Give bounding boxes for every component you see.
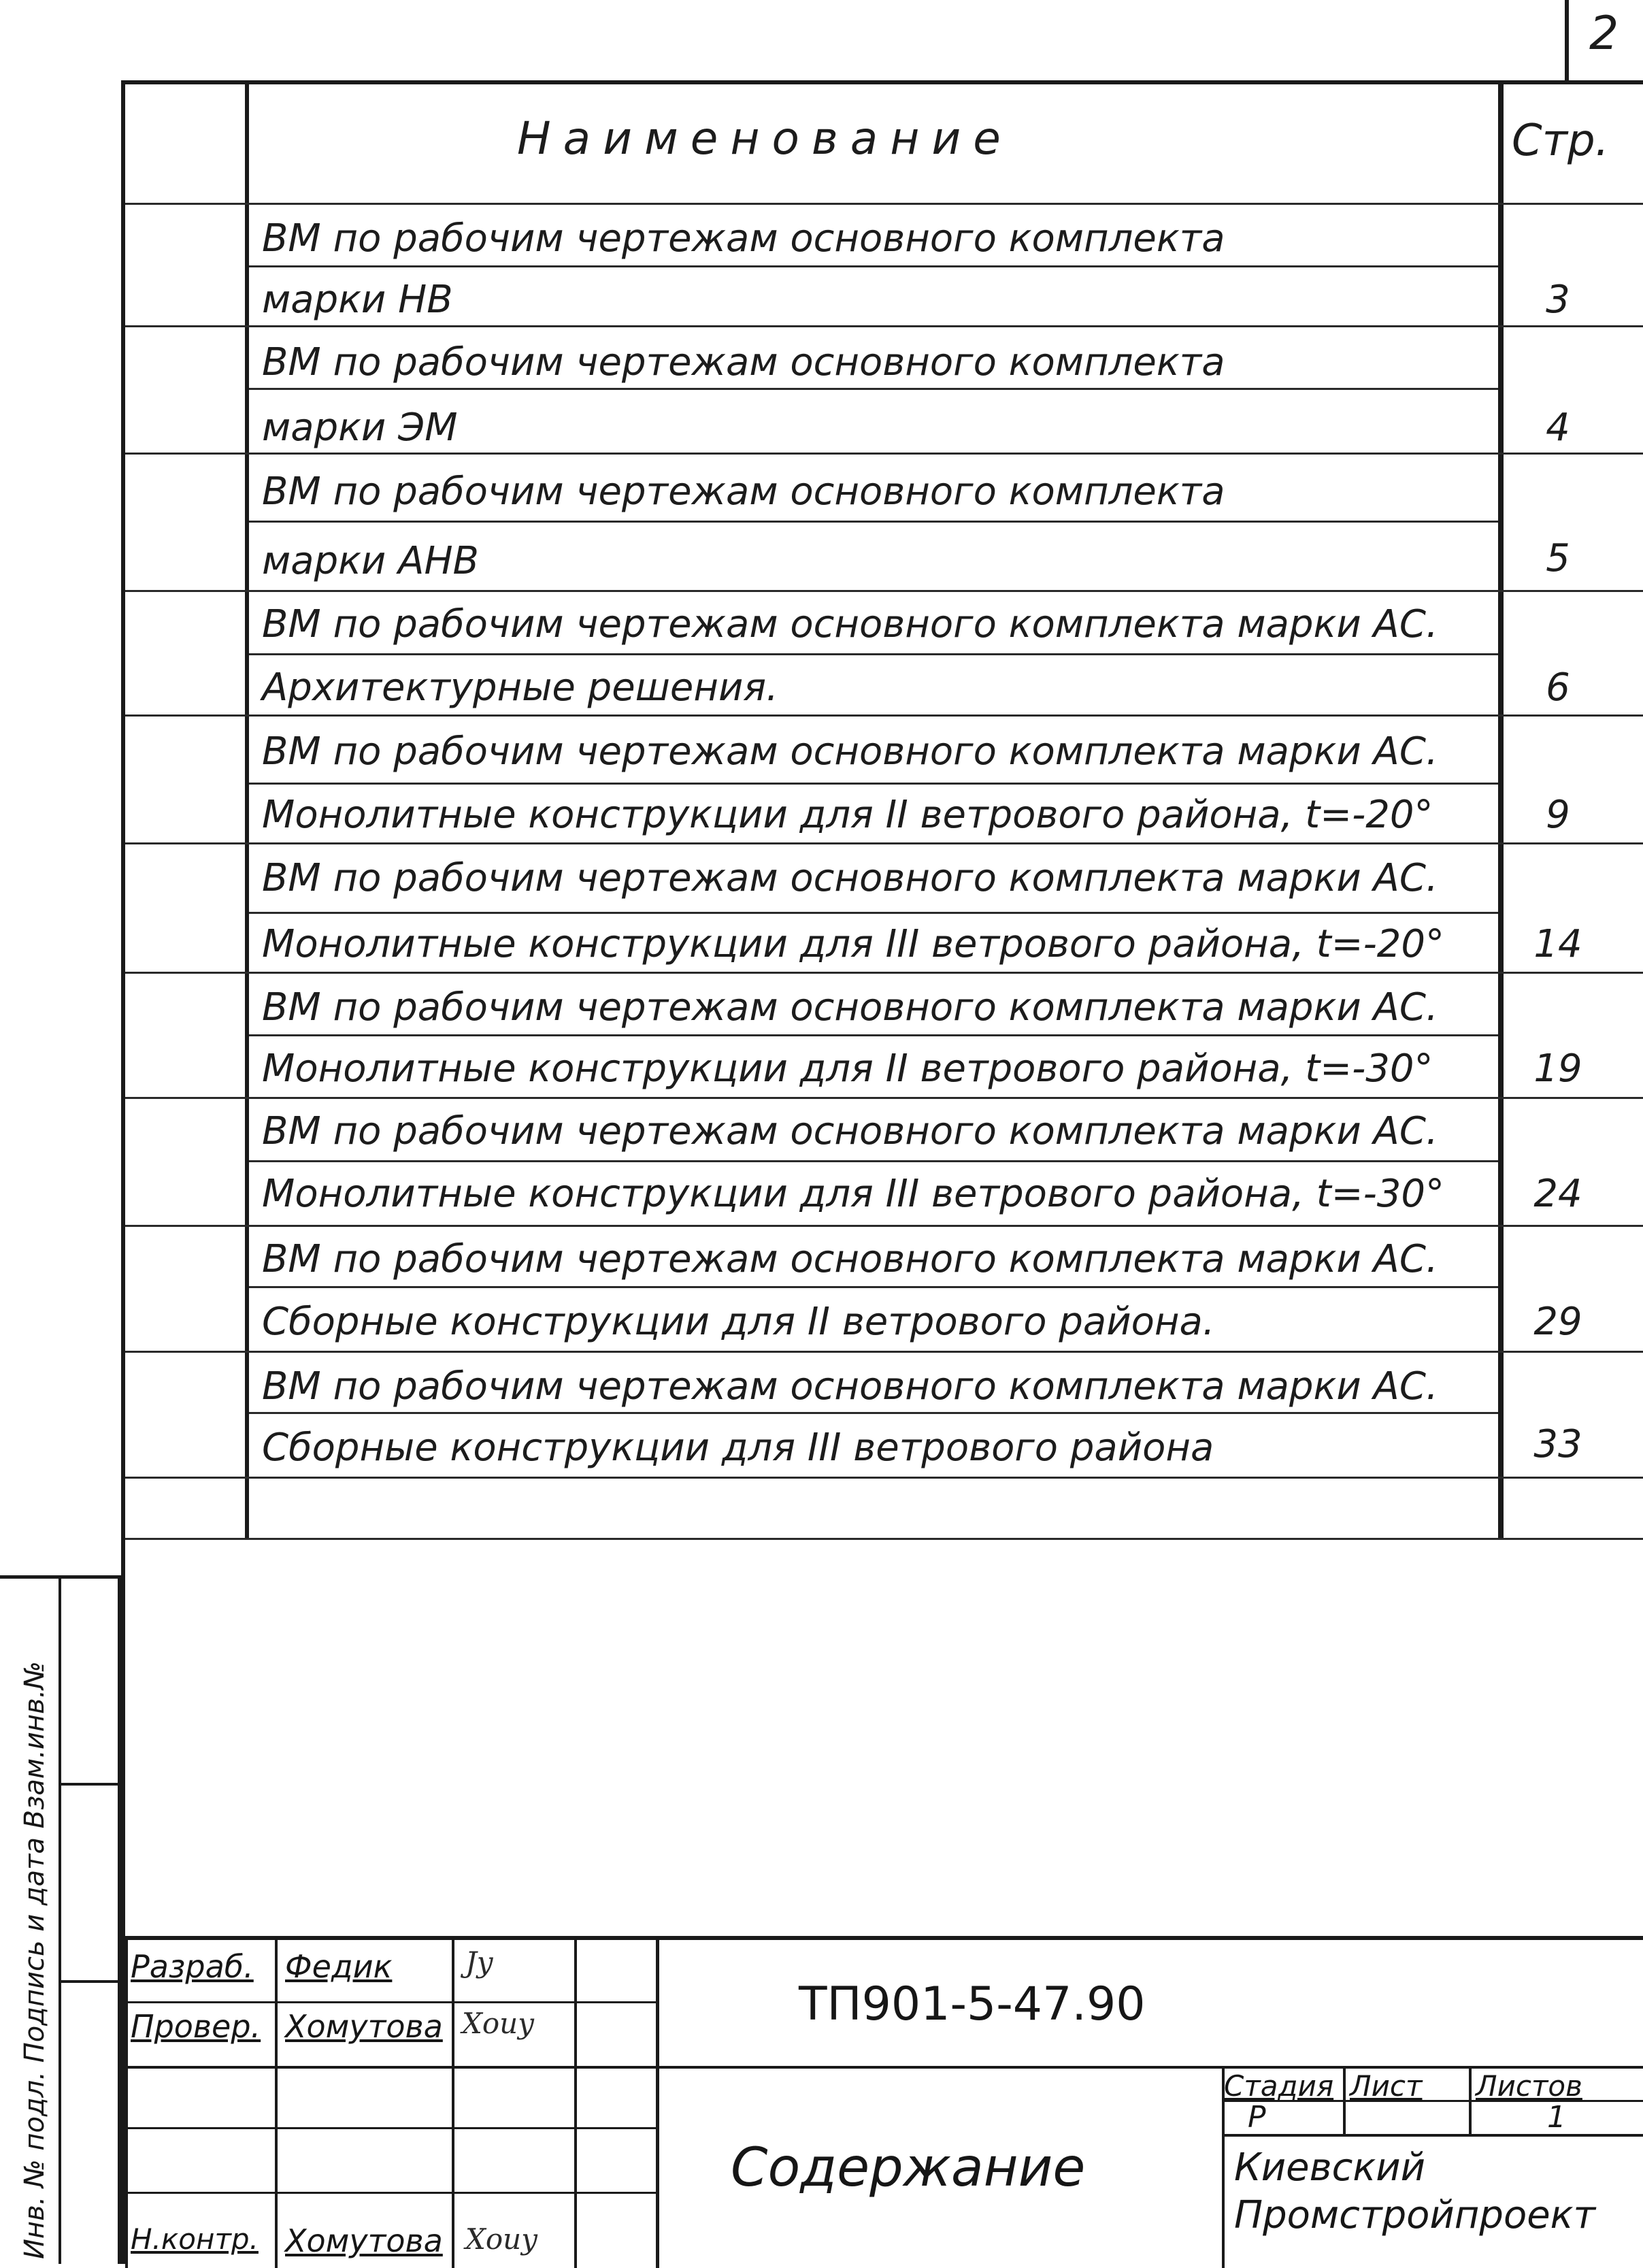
column-header-name: Наименование [517, 112, 1013, 165]
row-divider [249, 912, 1498, 914]
table-row-text: Монолитные конструкции для III ветрового района, t=-20° [262, 922, 1445, 966]
row-divider [249, 1286, 1498, 1288]
side-stamp-divider [61, 1783, 121, 1786]
document-code: ТП901-5-47.90 [799, 1977, 1146, 2031]
table-row-page: 4 [1546, 406, 1570, 450]
table-row-text: марки ЭМ [262, 406, 458, 450]
sheets-value: 1 [1547, 2100, 1566, 2135]
table-row-page: 5 [1546, 536, 1570, 580]
table-row-page: 6 [1546, 665, 1570, 710]
tb-line [125, 1940, 128, 2268]
table-row-page: 24 [1533, 1172, 1582, 1216]
developer-signature: Jy [465, 1945, 493, 1979]
tb-line [574, 1940, 577, 2268]
row-divider [249, 653, 1498, 655]
row-divider [249, 1034, 1498, 1036]
table-row-text: ВМ по рабочим чертежам основного комплекта марки АС. [262, 985, 1438, 1030]
table-row-page: 29 [1533, 1300, 1582, 1344]
stage-value: Р [1248, 2100, 1266, 2135]
sheets-label: Листов [1476, 2069, 1582, 2103]
row-divider [125, 1477, 1643, 1479]
sheet-label: Лист [1350, 2069, 1423, 2103]
table-left-border [245, 80, 249, 1540]
column-header-page: Стр. [1512, 116, 1609, 166]
row-divider [125, 1225, 1643, 1227]
row-divider [125, 1351, 1643, 1353]
table-row-page: 14 [1533, 922, 1582, 966]
row-divider [125, 972, 1643, 974]
side-stamp-text: Инв. № подл. Подпись и дата Взам.инв.№ [19, 1661, 50, 2259]
row-divider [249, 388, 1498, 390]
table-row-text: ВМ по рабочим чертежам основного комплекта марки АС. [262, 1237, 1438, 1281]
checker-role: Провер. [131, 2008, 261, 2045]
row-divider [125, 590, 1643, 592]
row-divider [249, 521, 1498, 523]
table-row-text: марки АНВ [262, 539, 479, 583]
side-stamp [0, 1575, 121, 2264]
table-row-text: Сборные конструкции для II ветрового района. [262, 1300, 1215, 1344]
tb-line [125, 2001, 659, 2003]
row-divider [249, 1160, 1498, 1162]
organization-name: Киевский Промстройпроект [1234, 2146, 1596, 2237]
tb-line [125, 2127, 659, 2129]
page-number: 2 [1589, 7, 1619, 61]
table-bottom-border [125, 1538, 1643, 1540]
checker-name: Хомутова [285, 2008, 443, 2045]
table-row-text: ВМ по рабочим чертежам основного комплекта [262, 470, 1225, 514]
document-title: Содержание [731, 2137, 1086, 2199]
row-divider [125, 1097, 1643, 1099]
tb-line [452, 1940, 454, 2268]
table-row-text: ВМ по рабочим чертежам основного комплекта марки АС. [262, 602, 1438, 646]
table-row-text: ВМ по рабочим чертежам основного комплекта марки АС. [262, 729, 1438, 774]
norm-control-role: Н.контр. [131, 2222, 259, 2256]
checker-signature: Xouy [462, 2007, 534, 2040]
row-divider [249, 265, 1498, 267]
table-row-text: ВМ по рабочим чертежам основного комплекта марки АС. [262, 1109, 1438, 1153]
table-row-text: Монолитные конструкции для II ветрового района, t=-30° [262, 1047, 1433, 1091]
tb-line [275, 1940, 278, 2268]
row-divider [125, 453, 1643, 455]
table-row-text: ВМ по рабочим чертежам основного комплекта [262, 216, 1225, 261]
table-row-text: Сборные конструкции для III ветрового района [262, 1426, 1214, 1470]
page-number-box [1565, 0, 1643, 82]
table-row-text: Монолитные конструкции для II ветрового района, t=-20° [262, 793, 1433, 837]
row-divider [249, 783, 1498, 785]
table-row-text: ВМ по рабочим чертежам основного комплекта марки АС. [262, 856, 1438, 900]
row-divider [125, 714, 1643, 717]
table-page-column-border [1498, 80, 1504, 1540]
tb-line [125, 2192, 659, 2194]
table-row-page: 3 [1546, 278, 1570, 322]
title-block [125, 1936, 1643, 2264]
table-row-text: ВМ по рабочим чертежам основного комплекта [262, 340, 1225, 384]
row-divider [125, 842, 1643, 844]
norm-control-name: Хомутова [285, 2222, 443, 2259]
tb-line [656, 1940, 659, 2268]
table-row-text: Монолитные конструкции для III ветрового района, t=-30° [262, 1172, 1445, 1216]
developer-name: Федик [285, 1948, 393, 1985]
norm-control-signature: Xouy [465, 2222, 537, 2256]
stage-label: Стадия [1224, 2069, 1334, 2103]
developer-role: Разраб. [131, 1948, 254, 1985]
table-row-page: 19 [1533, 1047, 1582, 1091]
table-row-text: Архитектурные решения. [262, 665, 778, 710]
tb-line [125, 2066, 1643, 2069]
header-divider [125, 203, 1643, 205]
table-row-page: 33 [1533, 1422, 1582, 1466]
table-row-page: 9 [1546, 793, 1570, 837]
row-divider [249, 1412, 1498, 1414]
tb-line [1222, 2134, 1643, 2137]
side-stamp-divider [61, 1980, 121, 1983]
row-divider [125, 325, 1643, 327]
table-row-text: ВМ по рабочим чертежам основного комплекта марки АС. [262, 1364, 1438, 1409]
table-row-text: марки НВ [262, 278, 453, 322]
